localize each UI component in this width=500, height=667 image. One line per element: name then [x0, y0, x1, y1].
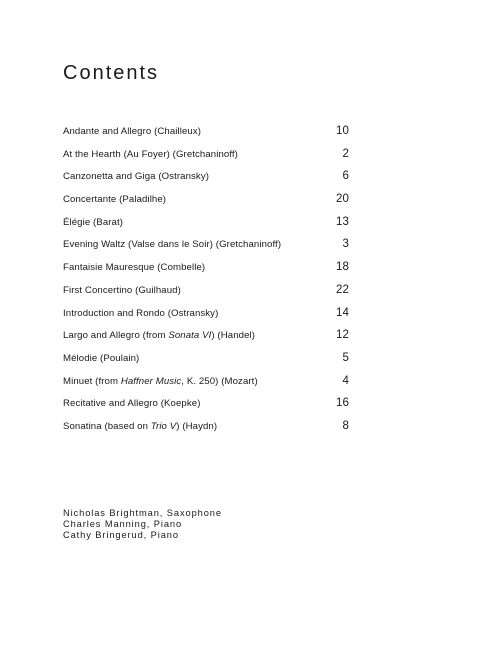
- toc-entry-page-number: 5: [342, 351, 349, 364]
- toc-entry: [63, 352, 349, 375]
- toc-entry-page-number: 2: [342, 147, 349, 160]
- page-title: Contents: [63, 62, 160, 84]
- toc-entry-text: At the Hearth (Au Foyer) (Gretchaninoff): [63, 148, 238, 160]
- performer-credits: [63, 508, 222, 541]
- toc-entry: [63, 238, 349, 261]
- toc-entry: [63, 284, 349, 307]
- toc-entry-text: Élégie (Barat): [63, 216, 124, 228]
- toc-entry-title: [63, 353, 139, 364]
- toc-entry: [63, 420, 349, 443]
- toc-entry-title: [63, 398, 201, 409]
- toc-entry-title: [63, 262, 205, 273]
- toc-entry-page-number: 4: [342, 374, 349, 387]
- toc-entry-italic-text: Haffner Music: [120, 375, 182, 387]
- table-of-contents: [63, 125, 349, 443]
- credit-line: Charles Manning, Piano: [63, 519, 183, 529]
- toc-entry-page-number: 3: [342, 238, 349, 251]
- toc-entry-text: Introduction and Rondo (Ostransky): [63, 307, 219, 319]
- toc-entry-text: Mélodie (Poulain): [63, 352, 140, 364]
- toc-entry-title: [63, 376, 258, 387]
- toc-entry-page-number: 6: [342, 170, 349, 183]
- toc-entry-text: Largo and Allegro (from: [63, 330, 169, 342]
- toc-entry-title: [63, 194, 166, 205]
- toc-entry-title: [63, 126, 201, 137]
- credit-line: Nicholas Brightman, Saxophone: [63, 508, 222, 518]
- toc-entry-page-number: 22: [336, 283, 349, 296]
- toc-entry-title: [63, 285, 181, 296]
- toc-entry-italic-text: Sonata VI: [168, 330, 212, 342]
- toc-entry: [63, 193, 349, 216]
- toc-entry: [63, 216, 349, 239]
- toc-entry-text: Minuet (from: [63, 375, 121, 387]
- toc-entry-title: [63, 308, 218, 319]
- toc-entry-page-number: 12: [336, 329, 349, 342]
- toc-entry-text: First Concertino (Guilhaud): [63, 284, 181, 296]
- toc-entry-page-number: 13: [336, 215, 349, 228]
- toc-entry: [63, 261, 349, 284]
- toc-entry-italic-text: Trio V: [150, 420, 177, 432]
- toc-entry: [63, 307, 349, 330]
- toc-entry: [63, 375, 349, 398]
- toc-entry-text: Recitative and Allegro (Koepke): [63, 398, 201, 410]
- toc-entry-page-number: 16: [336, 397, 349, 410]
- toc-entry: [63, 397, 349, 420]
- toc-entry: [63, 170, 349, 193]
- toc-entry-title: [63, 421, 217, 432]
- toc-entry-title: [63, 330, 255, 341]
- toc-entry-page-number: 10: [336, 125, 349, 137]
- credit-line: Cathy Bringerud, Piano: [63, 530, 179, 540]
- toc-entry-title: [63, 171, 209, 182]
- toc-entry: [63, 148, 349, 171]
- toc-entry-text: ) (Handel): [211, 330, 256, 342]
- toc-entry-text: , K. 250) (Mozart): [181, 375, 258, 387]
- toc-entry-text: ) (Haydn): [176, 420, 218, 432]
- toc-entry-title: [63, 239, 281, 250]
- toc-entry-title: [63, 149, 238, 160]
- toc-entry-text: Fantaisie Mauresque (Combelle): [63, 262, 206, 274]
- toc-entry: [63, 329, 349, 352]
- toc-entry-text: Evening Waltz (Valse dans le Soir) (Gretchaninoff): [63, 239, 282, 251]
- toc-entry-page-number: 20: [336, 193, 349, 206]
- toc-entry-page-number: 14: [336, 306, 349, 319]
- toc-entry-title: [63, 217, 123, 228]
- toc-entry-page-number: 18: [336, 261, 349, 274]
- toc-entry-page-number: 8: [342, 419, 349, 432]
- toc-entry-text: Canzonetta and Giga (Ostransky): [63, 171, 210, 183]
- toc-entry-text: Sonatina (based on: [63, 420, 151, 432]
- toc-entry-text: Concertante (Paladilhe): [63, 194, 167, 206]
- toc-entry: [63, 125, 349, 148]
- toc-entry-text: Andante and Allegro (Chailleux): [63, 126, 202, 137]
